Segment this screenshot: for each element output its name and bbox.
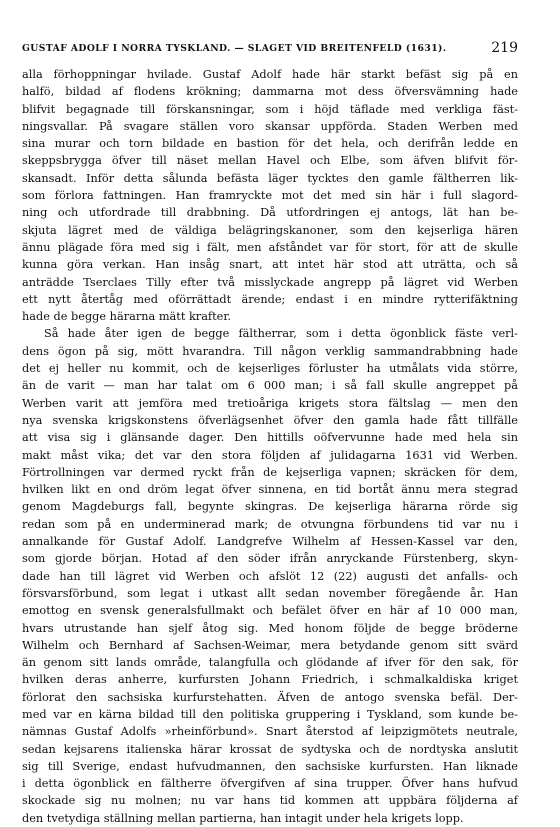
text-line: som gjorde början. Hotad af den söder ifrån anryckande Fürstenberg, skyn-	[22, 552, 518, 566]
text-line: som förlora fattningen. Han framryckte mot det med sin här i full slagord-	[22, 189, 518, 203]
text-line: sina murar och torn bildade en bastion för det hela, och derifrån ledde en	[22, 137, 518, 151]
text-line: i detta ögonblick en fältherre öfvergifven af sina trupper. Öfver hans hufvud	[22, 777, 518, 791]
text-line: ett nytt återtåg med oförrättadt ärende; endast i en mindre rytterifäktning	[22, 292, 518, 306]
text-line: sig till Sverige, endast hufvudmannen, den sachsiske kurfursten. Han liknade	[22, 759, 518, 773]
text-line: skockade sig nu molnen; nu var hans tid kommen att uppbära följderna af	[22, 794, 518, 808]
text-line: det ej heller nu kommit, och de kejserliges förluster ha utmålats vida större,	[22, 362, 518, 376]
running-header	[22, 42, 518, 56]
text-line: makt måst vika; det var den stora följden af julidagarna 1631 vid Werben.	[22, 448, 518, 462]
text-line: hvilken likt en ond dröm legat öfver sinnena, en tid bortåt ännu mera stegrad	[22, 483, 518, 497]
paragraph	[22, 66, 518, 325]
text-line: ännu plägade föra med sig i fält, men afståndet var för stort, för att de skulle	[22, 240, 518, 254]
text-line: kunna göra verkan. Han insåg snart, att intet här stod att uträtta, och så	[22, 258, 518, 272]
body-text	[22, 66, 518, 827]
text-line: skeppsbrygga öfver till näset mellan Havel och Elbe, som äfven blifvit för-	[22, 154, 518, 168]
text-line: försvarsförbund, som legat i utkast allt sedan november föregående år. Han	[22, 586, 518, 600]
page-number: 219	[491, 40, 518, 56]
text-line: hade de begge härarna mätt krafter.	[22, 310, 232, 324]
text-line: Så hade åter igen de begge fältherrar, som i detta ögonblick fäste verl-	[44, 327, 518, 341]
text-line: Förtrollningen var dermed ryckt från de kejserliga vapnen; skräcken för dem,	[22, 465, 518, 479]
text-line: nämnas Gustaf Adolfs »rheinförbund». Snart återstod af leipzigmötets neutrale,	[22, 725, 518, 739]
text-line: skansadt. Inför detta sålunda befästa läger tycktes den gamle fältherren lik-	[22, 171, 518, 185]
text-line: ningsvallar. På svagare ställen voro skansar uppförda. Staden Werben med	[22, 119, 518, 133]
text-line: ning och utfordrade till drabbning. Då utfordringen ej antogs, lät han be-	[22, 206, 518, 220]
text-line: än genom sitt lands område, talangfulla och glödande af ifver för den sak, för	[22, 656, 518, 670]
text-line: emottog en svensk generalsfullmakt och befälet öfver en här af 10 000 man,	[22, 604, 518, 618]
text-line: hvars utrustande han sjelf åtog sig. Med honom följde de begge bröderne	[22, 621, 518, 635]
text-line: dade han till lägret vid Werben och afslöt 12 (22) augusti det anfalls- och	[22, 569, 518, 583]
text-line: annalkande för Gustaf Adolf. Landgrefve Wilhelm af Hessen-Kassel var den,	[22, 535, 518, 549]
text-line: förlorat den sachsiska kurfurstehatten. Äfven de antogo svenska befäl. Der-	[22, 690, 518, 704]
text-line: Werben varit att jemföra med tretioåriga krigets stora fältslag — men den	[22, 396, 518, 410]
text-line: nya svenska krigskonstens öfverlägsenhet öfver den gamla hade fått tillfälle	[22, 413, 518, 427]
text-line: anträdde Tserclaes Tilly efter två misslyckade angrepp på lägret vid Werben	[22, 275, 518, 289]
text-line: den tvetydiga ställning mellan partierna, han intagit under hela krigets lopp.	[22, 811, 464, 825]
text-line: genom Magdeburgs fall, begynte skingras. De kejserliga härarna rörde sig	[22, 500, 518, 514]
paragraph	[22, 325, 518, 827]
text-line: alla förhoppningar hvilade. Gustaf Adolf hade här starkt befäst sig på en	[22, 68, 518, 81]
running-title: GUSTAF ADOLF I NORRA TYSKLAND. — SLAGET VID BREITENFELD (1631).	[22, 43, 447, 54]
text-line: hvilken deras anherre, kurfursten Johann Friedrich, i schmalkaldiska kriget	[22, 673, 518, 687]
text-line: sedan kejsarens italienska härar krossat de sydtyska och de nordtyska anslutit	[22, 742, 518, 756]
text-line: än de varit — man har talat om 6 000 man; i så fall skulle angreppet på	[22, 379, 518, 393]
text-line: blifvit begagnade till förskansningar, som i höjd täflade med verkliga fäst-	[22, 102, 518, 116]
text-line: halfö, bildad af flodens krökning; dammarna mot dess öfversvämning hade	[22, 85, 518, 99]
text-line: att visa sig i glänsande dager. Den hittills oöfvervunne hade med hela sin	[22, 431, 518, 445]
text-line: dens ögon på sig, mött hvarandra. Till någon verklig sammandrabbning hade	[22, 344, 518, 358]
text-line: med var en kärna bildad till den politiska gruppering i Tyskland, som kunde be-	[22, 707, 518, 721]
text-line: redan som på en underminerad mark; de otvungna förbundens tid var nu i	[22, 517, 518, 531]
text-line: skjuta lägret med de väldiga belägringskanoner, som den kejserliga hären	[22, 223, 518, 237]
text-line: Wilhelm och Bernhard af Sachsen-Weimar, mera betydande genom sitt svärd	[22, 638, 518, 652]
